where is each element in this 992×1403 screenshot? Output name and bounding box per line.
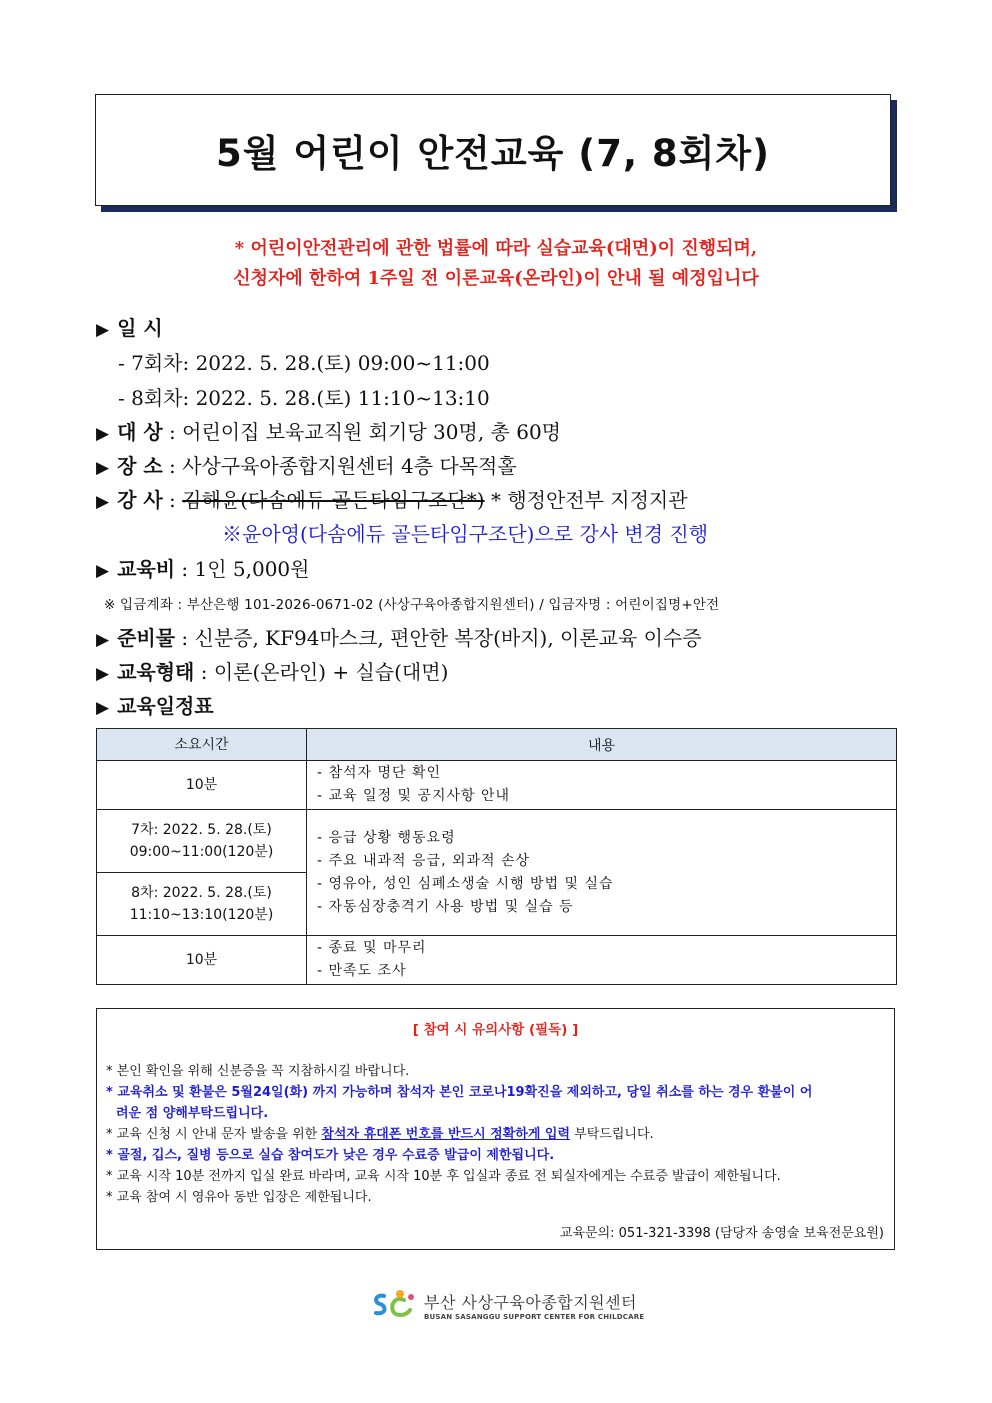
header-time: 소요시간 [97, 729, 307, 761]
target-value: : 어린이집 보육교직원 회기당 30명, 총 60명 [169, 420, 561, 444]
list-item: - 참석자 명단 확인 [317, 765, 442, 781]
footer-logo [370, 1288, 644, 1322]
title-frame [95, 94, 891, 206]
caution-box [96, 1008, 895, 1250]
row3-time: 10분 [97, 936, 307, 985]
sc-logo-icon [370, 1288, 418, 1322]
prep-row [96, 622, 702, 651]
type-row [96, 656, 448, 685]
list-item: - 만족도 조사 [317, 963, 407, 979]
list-item: - 주요 내과적 응급, 외과적 손상 [317, 852, 531, 869]
table-row [97, 761, 897, 810]
fee-label: 교육비 [117, 557, 176, 581]
caution-list [106, 1061, 886, 1208]
datetime-heading [96, 312, 163, 341]
schedule-heading [96, 690, 214, 719]
header-content: 내용 [307, 729, 897, 761]
target-row [96, 416, 561, 445]
schedule-label: 교육일정표 [117, 694, 214, 718]
target-label: 대 상 [117, 420, 163, 444]
triangle-bullet-icon: ▶ [96, 458, 110, 478]
type-label: 교육형태 [117, 660, 195, 684]
caution-item: * 골절, 깁스, 질병 등으로 실습 참여도가 낮은 경우 수료증 발급이 제한됩니다. [106, 1148, 555, 1163]
caution-item: * 본인 확인을 위해 신분증을 꼭 지참하시길 바랍니다. [106, 1064, 410, 1079]
table-row [97, 936, 897, 985]
row3-content [307, 936, 897, 985]
session-7: - 7회차: 2022. 5. 28.(토) 09:00~11:00 [118, 351, 490, 375]
row1-content [307, 761, 897, 810]
caution-item: * 교육취소 및 환불은 5월24일(화) 까지 가능하며 참석자 본인 코로나19확진을 제외하고, 당일 취소를 하는 경우 환불이 어 [106, 1085, 813, 1100]
instructor-label: 강 사 [117, 488, 163, 512]
row2b-line2: 11:10~13:10(120분) [129, 907, 274, 923]
center-name-ko: 부산 사상구육아종합지원센터 [424, 1292, 638, 1312]
fee-value: : 1인 5,000원 [181, 557, 310, 581]
session-8: - 8회차: 2022. 5. 28.(토) 11:10~13:10 [118, 386, 490, 410]
place-value: : 사상구육아종합지원센터 4층 다목적홀 [169, 454, 517, 478]
footer-text [424, 1290, 644, 1321]
triangle-bullet-icon: ▶ [96, 664, 110, 684]
prep-value: : 신분증, KF94마스크, 편안한 복장(바지), 이론교육 이수증 [181, 626, 702, 650]
row2a-line1: 7차: 2022. 5. 28.(토) [131, 822, 272, 838]
row2-content [307, 810, 897, 936]
page-title: 5월 어린이 안전교육 (7, 8회차) [215, 132, 771, 175]
schedule-table [96, 728, 897, 985]
account-info: ※ 입금계좌 : 부산은행 101-2026-0671-02 (사상구육아종합지원센터) / 입금자명 : 어린이집명+안전 [104, 597, 720, 613]
title-box [95, 94, 891, 206]
triangle-bullet-icon: ▶ [96, 492, 110, 512]
list-item: - 영유아, 성인 심폐소생술 시행 방법 및 실습 [317, 875, 614, 892]
list-item: - 자동심장충격기 사용 방법 및 실습 등 [317, 898, 574, 915]
instructor-change: ※윤아영(다솜에듀 골든타임구조단)으로 강사 변경 진행 [222, 522, 709, 546]
fee-row [96, 553, 309, 582]
notice-line-2: 신청자에 한하여 1주일 전 이론교육(온라인)이 안내 될 예정입니다 [233, 268, 759, 289]
caution-item: * 교육 참여 시 영유아 동반 입장은 제한됩니다. [106, 1190, 372, 1205]
place-row [96, 450, 517, 479]
caution-item: * 교육 시작 10분 전까지 입실 완료 바라며, 교육 시작 10분 후 입실과 종료 전 퇴실자에게는 수료증 발급이 제한됩니다. [106, 1169, 781, 1184]
list-item: - 교육 일정 및 공지사항 안내 [317, 788, 511, 804]
caution-item [106, 1124, 886, 1145]
contact-info: 교육문의: 051-321-3398 (담당자 송영술 보육전문요원) [559, 1226, 884, 1241]
instructor-row [96, 484, 688, 513]
caution-title: [ 참여 시 유의사항 (필독) ] [412, 1022, 579, 1038]
table-row [97, 810, 897, 873]
row2b-line1: 8차: 2022. 5. 28.(토) [131, 885, 272, 901]
center-name-en: BUSAN SASANGGU SUPPORT CENTER FOR CHILDCARE [424, 1312, 645, 1321]
caution-item3-pre: * 교육 신청 시 안내 문자 발송을 위한 [106, 1127, 322, 1142]
caution-item-cont: 려운 점 양해부탁드립니다. [116, 1106, 269, 1121]
list-item: - 종료 및 마무리 [317, 940, 427, 956]
notice-line-1: * 어린이안전관리에 관한 법률에 따라 실습교육(대면)이 진행되며, [234, 238, 758, 259]
row1-time: 10분 [97, 761, 307, 810]
type-value: : 이론(온라인) + 실습(대면) [200, 660, 449, 684]
triangle-bullet-icon: ▶ [96, 698, 110, 718]
place-label: 장 소 [117, 454, 163, 478]
caution-item3-underline: 참석자 휴대폰 번호를 반드시 정확하게 입력 [321, 1127, 571, 1142]
table-header-row [97, 729, 897, 761]
prep-label: 준비물 [117, 626, 176, 650]
datetime-label: 일 시 [117, 316, 163, 340]
triangle-bullet-icon: ▶ [96, 561, 110, 581]
row2a-time [97, 810, 307, 873]
row2b-time [97, 873, 307, 936]
list-item: - 응급 상황 행동요령 [317, 829, 456, 846]
instructor-colon: : [169, 488, 176, 512]
triangle-bullet-icon: ▶ [96, 320, 110, 340]
instructor-note: * 행정안전부 지정지관 [490, 488, 688, 512]
caution-item3-post: 부탁드립니다. [570, 1127, 654, 1142]
instructor-old: 김해윤(다솜에듀 골든타임구조단*) [182, 488, 485, 512]
triangle-bullet-icon: ▶ [96, 424, 110, 444]
triangle-bullet-icon: ▶ [96, 630, 110, 650]
row2a-line2: 09:00~11:00(120분) [129, 844, 274, 860]
